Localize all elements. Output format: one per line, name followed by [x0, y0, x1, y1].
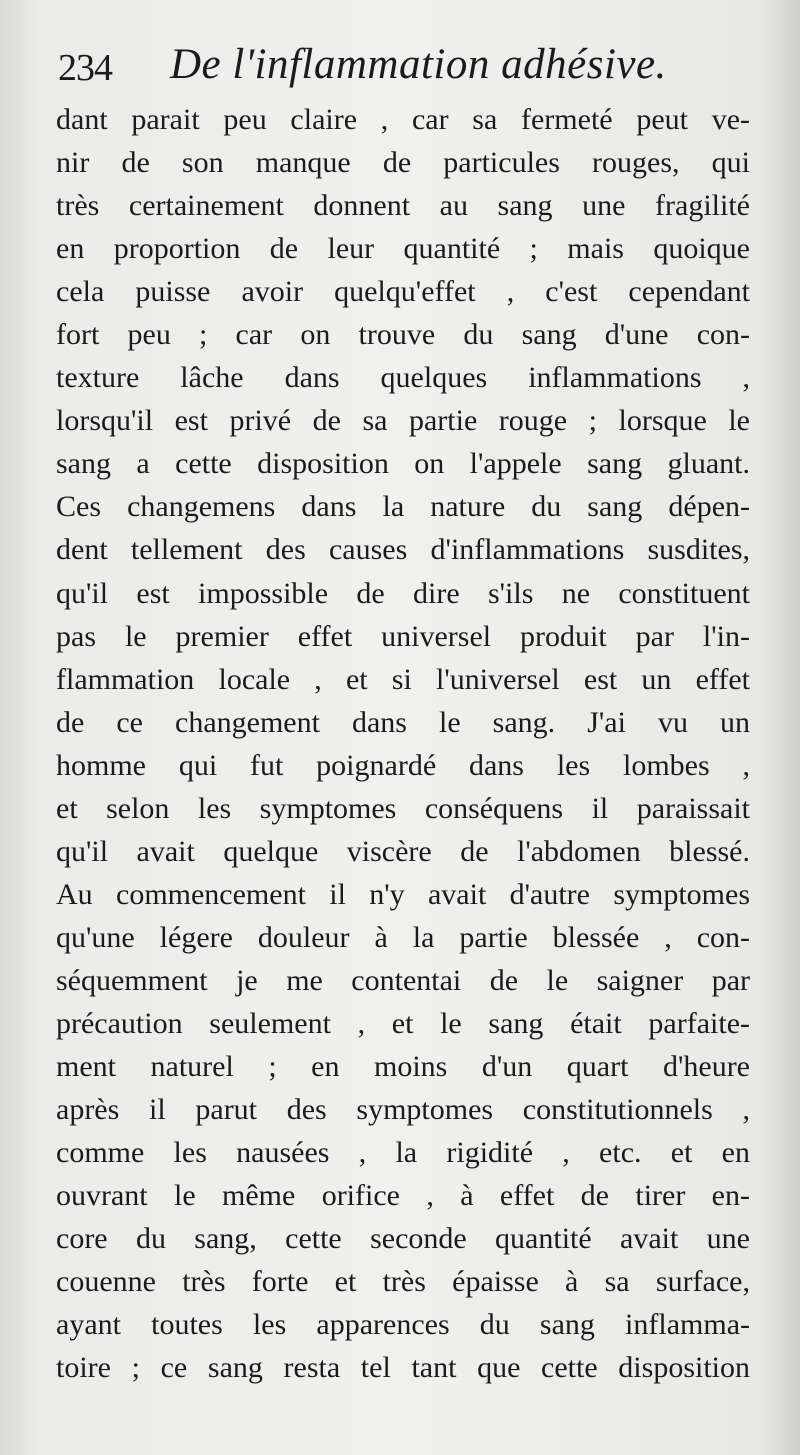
text-line: Ces changemens dans la nature du sang dépen-	[56, 490, 750, 524]
text-line: précaution seulement , et le sang était parfaite-	[56, 1006, 750, 1040]
text-line: séquemment je me contentai de le saigner par	[56, 963, 750, 997]
text-line: nir de son manque de particules rouges, qui	[56, 146, 750, 180]
text-line: homme qui fut poignardé dans les lombes ,	[56, 748, 750, 782]
text-line: et selon les symptomes conséquens il paraissait	[56, 791, 750, 825]
text-line: fort peu ; car on trouve du sang d'une con-	[56, 318, 750, 352]
text-line: ment naturel ; en moins d'un quart d'heure	[56, 1050, 750, 1084]
text-line: lorsqu'il est privé de sa partie rouge ; lorsque le	[56, 404, 750, 438]
text-line: qu'une légere douleur à la partie blessée , con-	[56, 920, 750, 954]
text-line: sang a cette disposition on l'appele sang gluant.	[56, 447, 750, 481]
text-line: Au commencement il n'y avait d'autre symptomes	[56, 877, 750, 911]
text-line: flammation locale , et si l'universel est un effet	[56, 662, 750, 696]
text-line: pas le premier effet universel produit par l'in-	[56, 619, 750, 653]
text-line: cela puisse avoir quelqu'effet , c'est cependant	[56, 275, 750, 309]
running-head: De l'inflammation adhésive.	[170, 41, 667, 88]
page-header	[58, 40, 748, 102]
text-line: core du sang, cette seconde quantité avait une	[56, 1222, 750, 1256]
body-text	[56, 98, 750, 1389]
text-line: après il parut des symptomes constitutionnels ,	[56, 1093, 750, 1127]
text-line: dant parait peu claire , car sa fermeté peut ve-	[56, 103, 750, 136]
text-line: texture lâche dans quelques inflammations ,	[56, 361, 750, 395]
page-number: 234	[58, 47, 112, 89]
text-line: dent tellement des causes d'inflammations susdites,	[56, 533, 750, 567]
text-line: qu'il avait quelque viscère de l'abdomen blessé.	[56, 834, 750, 868]
text-line: couenne très forte et très épaisse à sa surface,	[56, 1265, 750, 1299]
text-line: toire ; ce sang resta tel tant que cette disposition	[56, 1351, 750, 1385]
text-line: de ce changement dans le sang. J'ai vu un	[56, 705, 750, 739]
text-line: en proportion de leur quantité ; mais quoique	[56, 232, 750, 266]
text-line: très certainement donnent au sang une fragilité	[56, 189, 750, 223]
text-line: ayant toutes les apparences du sang inflamma-	[56, 1308, 750, 1342]
text-line: qu'il est impossible de dire s'ils ne constituent	[56, 576, 750, 610]
text-line: ouvrant le même orifice , à effet de tirer en-	[56, 1179, 750, 1213]
text-line: comme les nausées , la rigidité , etc. et en	[56, 1136, 750, 1170]
